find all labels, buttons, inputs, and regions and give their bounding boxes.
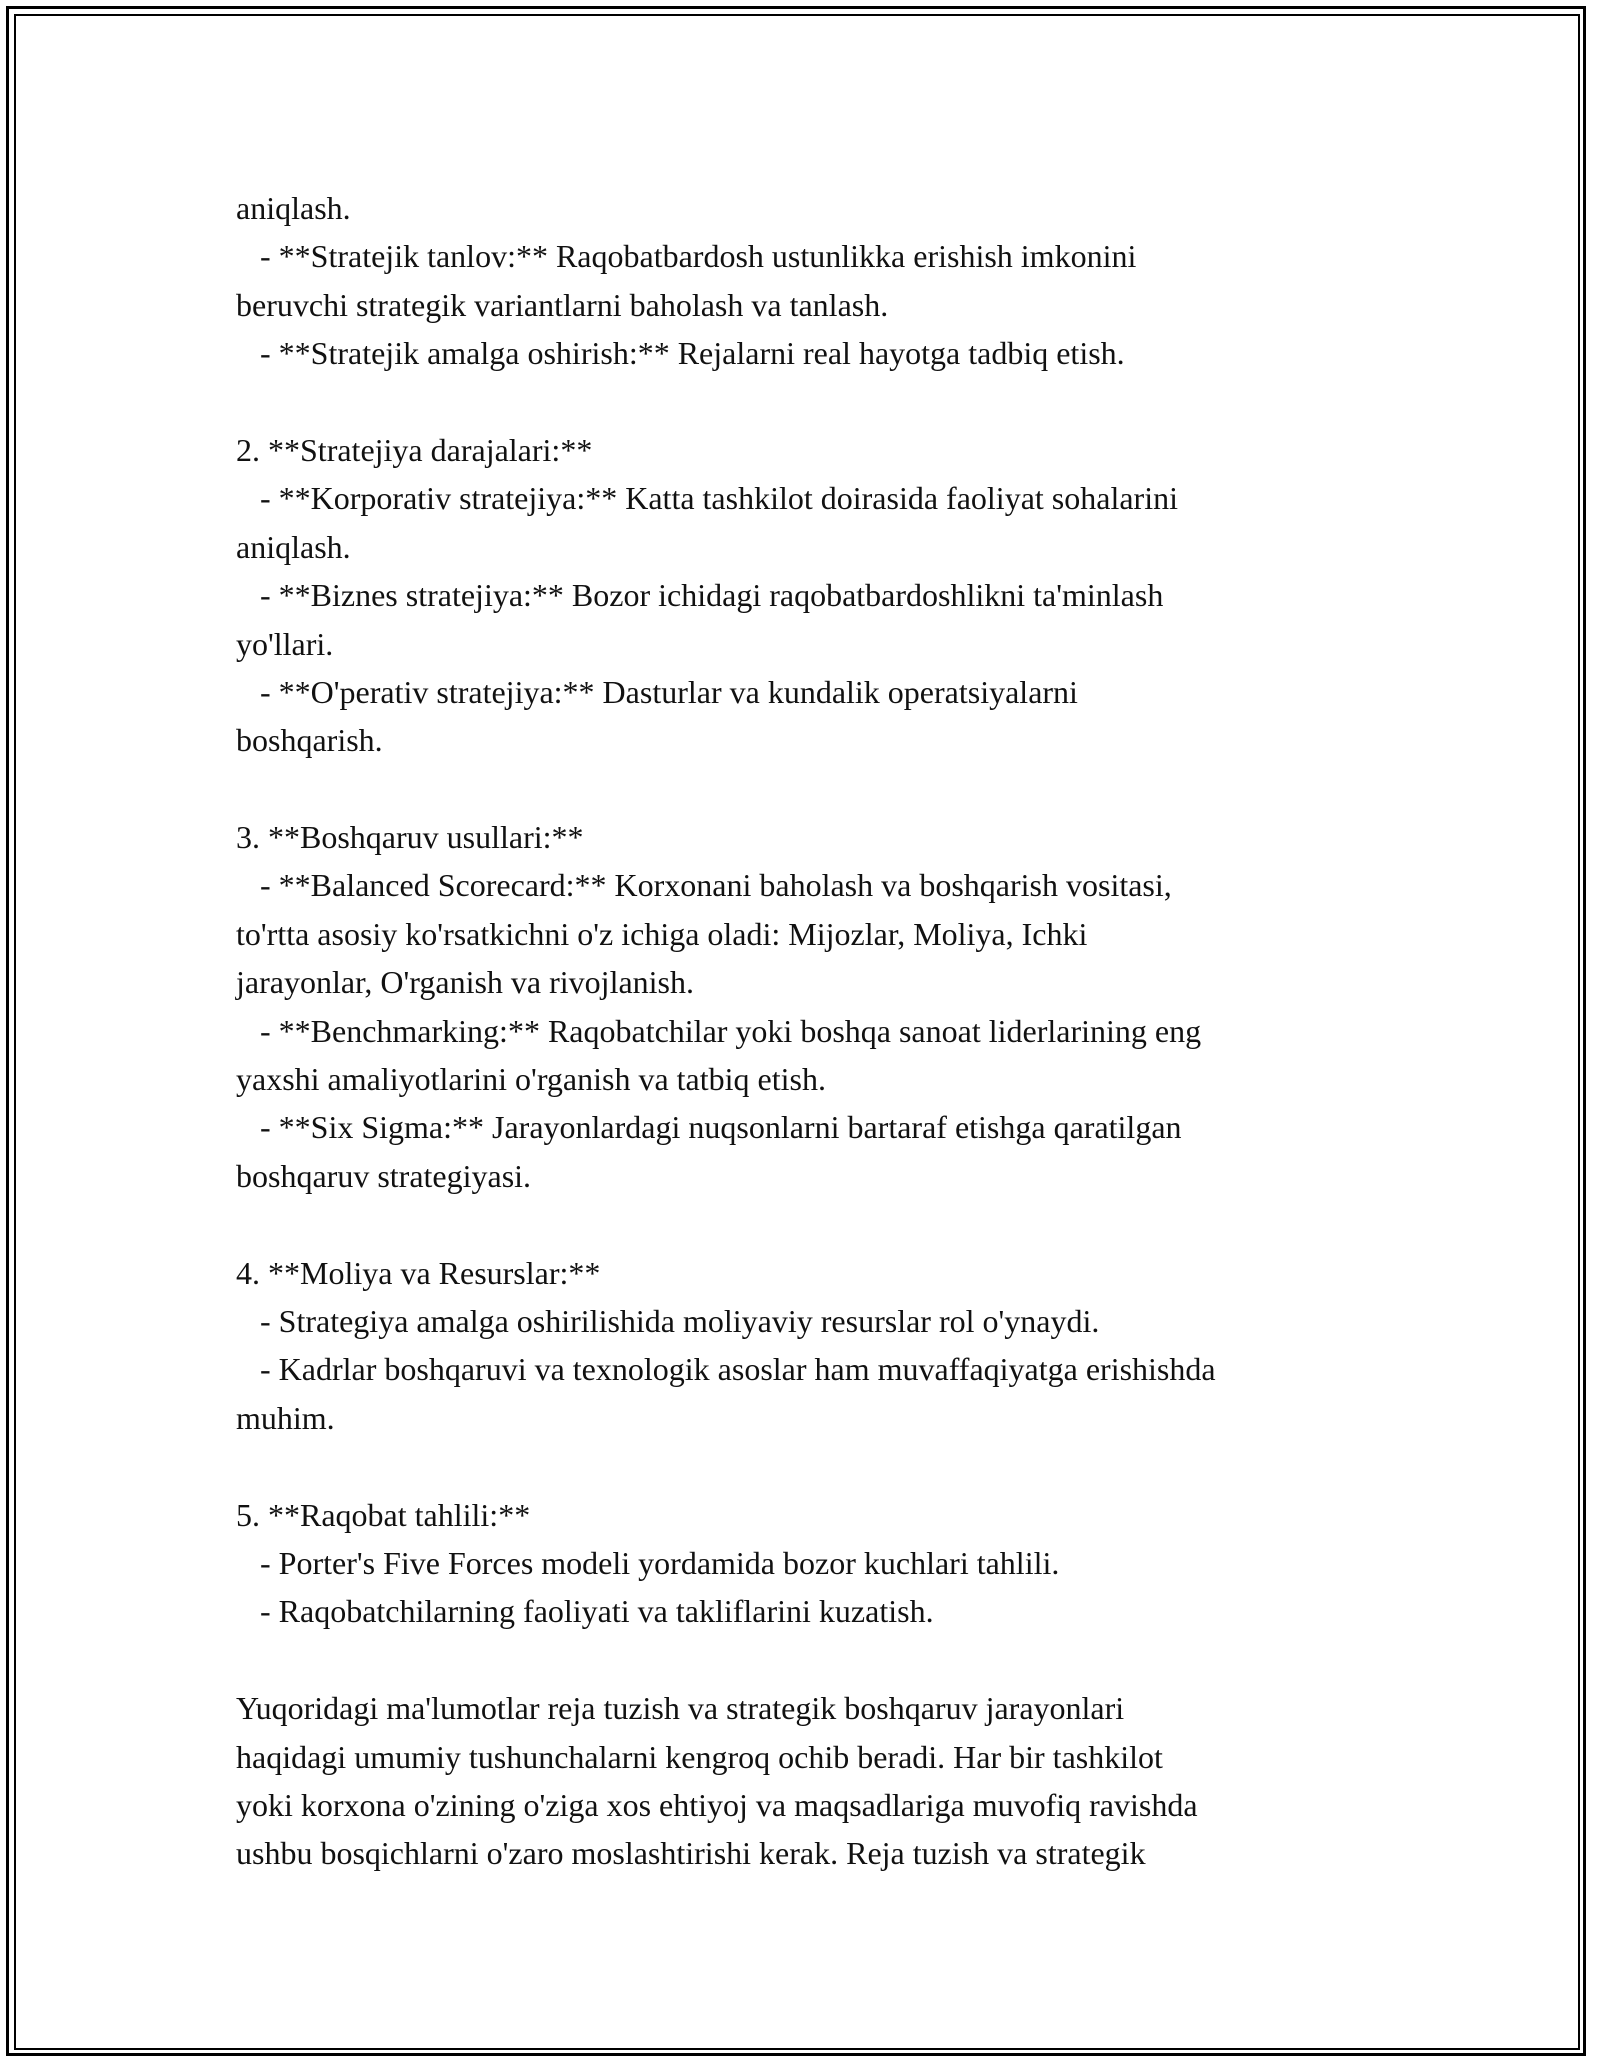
text-line: - Raqobatchilarning faoliyati va takliflarini kuzatish. [236,1593,934,1630]
text-line: - **O'perativ stratejiya:** Dasturlar va kundalik operatsiyalarni [236,673,1078,710]
text-line: - **Korporativ stratejiya:** Katta tashkilot doirasida faoliyat sohalarini [236,480,1178,517]
document-body [236,184,1386,1878]
text-line: beruvchi strategik variantlarni baholash va tanlash. [236,286,889,323]
text-line: - Porter's Five Forces modeli yordamida bozor kuchlari tahlili. [236,1544,1060,1581]
section-heading: 3. **Boshqaruv usullari:** [236,819,584,856]
text-line: - **Biznes stratejiya:** Bozor ichidagi raqobatbardoshlikni ta'minlash [236,577,1164,614]
paragraph-line: yoki korxona o'zining o'ziga xos ehtiyoj va maqsadlariga muvofiq ravishda [236,1786,1198,1823]
text-line: jarayonlar, O'rganish va rivojlanish. [236,964,694,1001]
text-line: boshqaruv strategiyasi. [236,1157,532,1194]
blank-line [236,1442,1386,1490]
text-line: boshqarish. [236,722,383,759]
text-line: to'rtta asosiy ko'rsatkichni o'z ichiga oladi: Mijozlar, Moliya, Ichki [236,915,1088,952]
text-line: muhim. [236,1399,335,1436]
blank-line [236,1636,1386,1684]
blank-line [236,378,1386,426]
paragraph-line: haqidagi umumiy tushunchalarni kengroq ochib beradi. Har bir tashkilot [236,1738,1163,1775]
text-line: yaxshi amaliyotlarini o'rganish va tatbiq etish. [236,1061,826,1098]
paragraph-line: Yuqoridagi ma'lumotlar reja tuzish va strategik boshqaruv jarayonlari [236,1690,1125,1727]
text-line: - **Balanced Scorecard:** Korxonani baholash va boshqarish vositasi, [236,867,1172,904]
text-line: - Strategiya amalga oshirilishida moliyaviy resurslar rol o'ynaydi. [236,1302,1100,1339]
section-heading: 4. **Moliya va Resurslar:** [236,1254,601,1291]
text-line: - **Six Sigma:** Jarayonlardagi nuqsonlarni bartaraf etishga qaratilgan [236,1109,1182,1146]
section-heading: 5. **Raqobat tahlili:** [236,1496,531,1533]
text-line: - **Stratejik amalga oshirish:** Rejalarni real hayotga tadbiq etish. [236,335,1125,372]
text-line: - **Stratejik tanlov:** Raqobatbardosh ustunlikka erishish imkonini [236,238,1137,275]
blank-line [236,1200,1386,1248]
text-line: - Kadrlar boshqaruvi va texnologik asoslar ham muvaffaqiyatga erishishda [236,1351,1216,1388]
blank-line [236,765,1386,813]
paragraph-line: ushbu bosqichlarni o'zaro moslashtirishi kerak. Reja tuzish va strategik [236,1835,1146,1872]
text-line: aniqlash. [236,190,351,226]
text-line: yo'llari. [236,625,334,662]
section-heading: 2. **Stratejiya darajalari:** [236,431,593,468]
text-line: aniqlash. [236,528,351,565]
text-line: - **Benchmarking:** Raqobatchilar yoki boshqa sanoat liderlarining eng [236,1012,1202,1049]
